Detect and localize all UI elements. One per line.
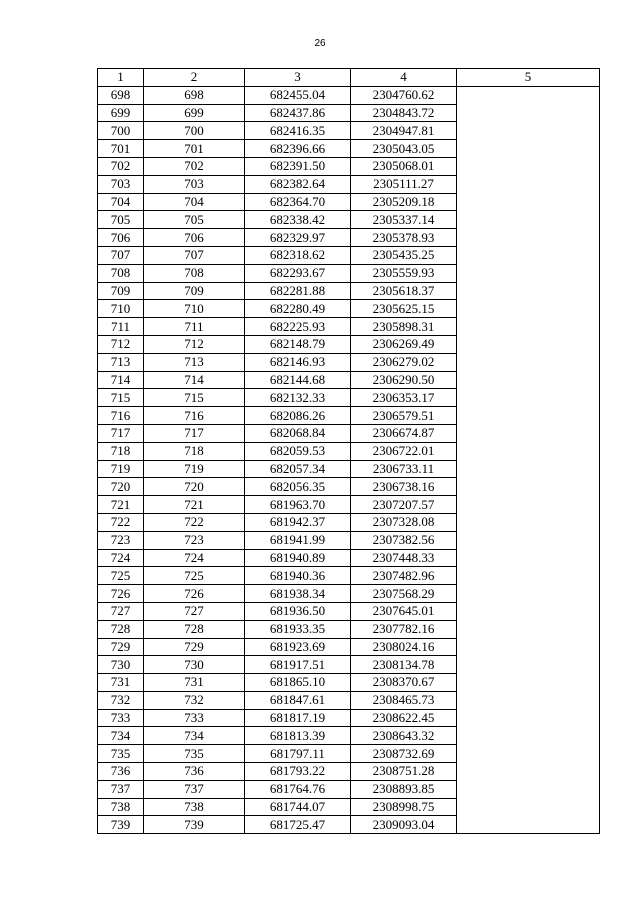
- coordinates-table: [97, 68, 600, 834]
- table-cell-col-3: 682391.50: [245, 157, 351, 175]
- table-cell-col-2: 709: [144, 282, 245, 300]
- table-cell-col-2: 707: [144, 246, 245, 264]
- table-cell-col-2: 704: [144, 193, 245, 211]
- table-cell-col-4: 2308751.28: [351, 763, 457, 781]
- table-cell-col-4: 2305618.37: [351, 282, 457, 300]
- table-cell-col-4: 2305068.01: [351, 157, 457, 175]
- table-cell-col-1: 724: [98, 549, 144, 567]
- table-cell-col-3: 681865.10: [245, 674, 351, 692]
- table-cell-col-1: 708: [98, 264, 144, 282]
- table-cell-col-2: 729: [144, 638, 245, 656]
- table-cell-col-3: 681940.89: [245, 549, 351, 567]
- table-cell-col-3: 681797.11: [245, 745, 351, 763]
- table-cell-col-1: 732: [98, 691, 144, 709]
- table-cell-col-2: 734: [144, 727, 245, 745]
- table-cell-col-4: 2308998.75: [351, 798, 457, 816]
- table-cell-col-3: 682382.64: [245, 175, 351, 193]
- table-cell-col-1: 733: [98, 709, 144, 727]
- table-cell-col-1: 703: [98, 175, 144, 193]
- table-cell-col-1: 712: [98, 335, 144, 353]
- table-cell-col-2: 727: [144, 602, 245, 620]
- table-cell-col-3: 681817.19: [245, 709, 351, 727]
- table-cell-col-3: 681917.51: [245, 656, 351, 674]
- table-cell-col-3: 682225.93: [245, 318, 351, 336]
- table-cell-col-4: 2305898.31: [351, 318, 457, 336]
- table-cell-col-1: 719: [98, 460, 144, 478]
- table-cell-col-4: 2305435.25: [351, 246, 457, 264]
- table-cell-col-2: 720: [144, 478, 245, 496]
- table-cell-col-4: 2304947.81: [351, 122, 457, 140]
- table-cell-col-4: 2308622.45: [351, 709, 457, 727]
- table-cell-col-4: 2306269.49: [351, 335, 457, 353]
- table-cell-col-4: 2307382.56: [351, 531, 457, 549]
- table-cell-col-2: 738: [144, 798, 245, 816]
- table-cell-col-1: 727: [98, 602, 144, 620]
- table-cell-col-2: 718: [144, 442, 245, 460]
- table-cell-col-4: 2308465.73: [351, 691, 457, 709]
- table-cell-col-3: 682293.67: [245, 264, 351, 282]
- table-cell-col-3: 682281.88: [245, 282, 351, 300]
- header-col-5: 5: [457, 69, 600, 87]
- table-cell-col-1: 715: [98, 389, 144, 407]
- table-cell-col-4: 2307568.29: [351, 585, 457, 603]
- table-cell-col-4: 2307482.96: [351, 567, 457, 585]
- table-cell-col-4: 2306738.16: [351, 478, 457, 496]
- table-cell-col-3: 682148.79: [245, 335, 351, 353]
- table-cell-col-4: 2306674.87: [351, 424, 457, 442]
- table-cell-col-1: 699: [98, 104, 144, 122]
- table-cell-col-1: 718: [98, 442, 144, 460]
- table-cell-col-2: 701: [144, 140, 245, 158]
- table-cell-col-4: 2308370.67: [351, 674, 457, 692]
- table-cell-col-2: 699: [144, 104, 245, 122]
- table-cell-col-1: 723: [98, 531, 144, 549]
- table-cell-col-4: 2306722.01: [351, 442, 457, 460]
- table-cell-col-1: 704: [98, 193, 144, 211]
- table-cell-col-4: 2307448.33: [351, 549, 457, 567]
- table-cell-col-3: 682056.35: [245, 478, 351, 496]
- table-cell-col-2: 711: [144, 318, 245, 336]
- table-cell-col-3: 682329.97: [245, 229, 351, 247]
- table-cell-col-2: 726: [144, 585, 245, 603]
- table-cell-col-4: 2308024.16: [351, 638, 457, 656]
- table-cell-col-3: 681725.47: [245, 816, 351, 834]
- table-cell-col-1: 707: [98, 246, 144, 264]
- table-cell-col-3: 681813.39: [245, 727, 351, 745]
- table-cell-col-1: 726: [98, 585, 144, 603]
- table-cell-col-3: 681963.70: [245, 496, 351, 514]
- table-cell-col-3: 682144.68: [245, 371, 351, 389]
- table-cell-col-2: 721: [144, 496, 245, 514]
- table-cell-col-1: 717: [98, 424, 144, 442]
- table-cell-col-2: 733: [144, 709, 245, 727]
- table-cell-col-3: 682146.93: [245, 353, 351, 371]
- table-cell-col-1: 725: [98, 567, 144, 585]
- table-cell-col-3: 681793.22: [245, 763, 351, 781]
- table-row: [98, 86, 600, 104]
- table-cell-col-3: 681933.35: [245, 620, 351, 638]
- table-cell-col-3: 681744.07: [245, 798, 351, 816]
- table-cell-col-4: 2304760.62: [351, 86, 457, 104]
- table-cell-col-1: 700: [98, 122, 144, 140]
- table-cell-col-4: 2308893.85: [351, 780, 457, 798]
- table-cell-col-4: 2306290.50: [351, 371, 457, 389]
- table-cell-col-3: 682455.04: [245, 86, 351, 104]
- table-cell-col-2: 708: [144, 264, 245, 282]
- table-cell-col-2: 719: [144, 460, 245, 478]
- page-number: 26: [314, 38, 326, 49]
- table-cell-col-1: 728: [98, 620, 144, 638]
- table-cell-col-3: 681938.34: [245, 585, 351, 603]
- table-cell-col-2: 702: [144, 157, 245, 175]
- table-cell-col-1: 736: [98, 763, 144, 781]
- table-cell-col-1: 734: [98, 727, 144, 745]
- header-col-4: 4: [351, 69, 457, 87]
- header-col-1: 1: [98, 69, 144, 87]
- table-cell-col-3: 682437.86: [245, 104, 351, 122]
- table-cell-col-1: 731: [98, 674, 144, 692]
- table-cell-col-1: 713: [98, 353, 144, 371]
- table-cell-col-2: 698: [144, 86, 245, 104]
- table-cell-col-1: 711: [98, 318, 144, 336]
- table-cell-col-3: 682057.34: [245, 460, 351, 478]
- table-header: [98, 69, 600, 87]
- table-cell-col-2: 724: [144, 549, 245, 567]
- table-cell-col-4: 2307328.08: [351, 513, 457, 531]
- table-cell-col-3: 682318.62: [245, 246, 351, 264]
- table-cell-col-2: 705: [144, 211, 245, 229]
- table-cell-col-2: 714: [144, 371, 245, 389]
- table-cell-col-2: 717: [144, 424, 245, 442]
- table-cell-col-3: 682416.35: [245, 122, 351, 140]
- table-cell-col-2: 728: [144, 620, 245, 638]
- table-cell-col-3: 682132.33: [245, 389, 351, 407]
- table-cell-col-1: 729: [98, 638, 144, 656]
- table-cell-col-2: 732: [144, 691, 245, 709]
- table-cell-col-4: 2305111.27: [351, 175, 457, 193]
- table-cell-col-3: 682280.49: [245, 300, 351, 318]
- table-cell-col-4: 2307782.16: [351, 620, 457, 638]
- table-cell-col-2: 715: [144, 389, 245, 407]
- table-cell-col-1: 716: [98, 407, 144, 425]
- header-row: [98, 69, 600, 87]
- table-cell-col-2: 706: [144, 229, 245, 247]
- table-cell-col-3: 681942.37: [245, 513, 351, 531]
- remarks-cell: [457, 86, 600, 833]
- table-cell-col-2: 730: [144, 656, 245, 674]
- table-cell-col-4: 2306733.11: [351, 460, 457, 478]
- table-cell-col-4: 2305625.15: [351, 300, 457, 318]
- table-cell-col-2: 700: [144, 122, 245, 140]
- table-cell-col-3: 681764.76: [245, 780, 351, 798]
- table-cell-col-1: 710: [98, 300, 144, 318]
- table-cell-col-3: 681847.61: [245, 691, 351, 709]
- table-cell-col-4: 2307645.01: [351, 602, 457, 620]
- table-cell-col-2: 716: [144, 407, 245, 425]
- table-cell-col-1: 702: [98, 157, 144, 175]
- table-cell-col-1: 738: [98, 798, 144, 816]
- table-cell-col-4: 2306353.17: [351, 389, 457, 407]
- table-cell-col-3: 682086.26: [245, 407, 351, 425]
- table-cell-col-1: 720: [98, 478, 144, 496]
- table-cell-col-1: 709: [98, 282, 144, 300]
- table-body: [98, 86, 600, 833]
- table-cell-col-1: 714: [98, 371, 144, 389]
- table-cell-col-2: 703: [144, 175, 245, 193]
- table-cell-col-4: 2305043.05: [351, 140, 457, 158]
- table-cell-col-3: 682396.66: [245, 140, 351, 158]
- table-cell-col-4: 2308732.69: [351, 745, 457, 763]
- table-cell-col-3: 682364.70: [245, 193, 351, 211]
- table-cell-col-4: 2307207.57: [351, 496, 457, 514]
- table-cell-col-4: 2305559.93: [351, 264, 457, 282]
- table-cell-col-1: 705: [98, 211, 144, 229]
- table-cell-col-4: 2305209.18: [351, 193, 457, 211]
- table-cell-col-2: 731: [144, 674, 245, 692]
- table-cell-col-2: 722: [144, 513, 245, 531]
- table-cell-col-3: 682068.84: [245, 424, 351, 442]
- table-cell-col-1: 722: [98, 513, 144, 531]
- table-cell-col-3: 681923.69: [245, 638, 351, 656]
- table-cell-col-4: 2308643.32: [351, 727, 457, 745]
- table-cell-col-3: 682059.53: [245, 442, 351, 460]
- table-cell-col-4: 2305378.93: [351, 229, 457, 247]
- table-cell-col-2: 725: [144, 567, 245, 585]
- table-cell-col-2: 737: [144, 780, 245, 798]
- table-cell-col-2: 723: [144, 531, 245, 549]
- table-cell-col-1: 706: [98, 229, 144, 247]
- table-cell-col-1: 701: [98, 140, 144, 158]
- header-col-2: 2: [144, 69, 245, 87]
- table-cell-col-1: 737: [98, 780, 144, 798]
- table-cell-col-2: 712: [144, 335, 245, 353]
- table-cell-col-3: 681940.36: [245, 567, 351, 585]
- table-cell-col-4: 2309093.04: [351, 816, 457, 834]
- table-cell-col-1: 739: [98, 816, 144, 834]
- table-cell-col-1: 721: [98, 496, 144, 514]
- table-cell-col-4: 2308134.78: [351, 656, 457, 674]
- table-cell-col-2: 739: [144, 816, 245, 834]
- table-cell-col-1: 735: [98, 745, 144, 763]
- header-col-3: 3: [245, 69, 351, 87]
- table-cell-col-3: 681941.99: [245, 531, 351, 549]
- table-cell-col-3: 682338.42: [245, 211, 351, 229]
- table-cell-col-3: 681936.50: [245, 602, 351, 620]
- table-cell-col-2: 735: [144, 745, 245, 763]
- table-cell-col-2: 713: [144, 353, 245, 371]
- table-cell-col-4: 2305337.14: [351, 211, 457, 229]
- table-cell-col-4: 2306279.02: [351, 353, 457, 371]
- table-cell-col-2: 736: [144, 763, 245, 781]
- table-cell-col-1: 698: [98, 86, 144, 104]
- table-cell-col-2: 710: [144, 300, 245, 318]
- table-cell-col-4: 2306579.51: [351, 407, 457, 425]
- table-cell-col-4: 2304843.72: [351, 104, 457, 122]
- table-cell-col-1: 730: [98, 656, 144, 674]
